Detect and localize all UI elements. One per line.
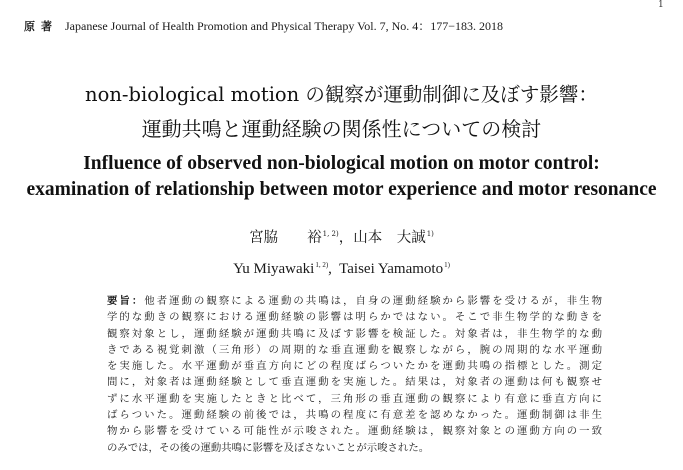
abstract-line: 物から影響を受けている可能性が示唆された。運動経験は，観察対象との運動方向の一致 — [107, 425, 602, 438]
abstract-line: のみでは，その後の運動共鳴に影響を及ぼさないことが示唆された。 — [107, 441, 430, 454]
author-separator-jp: ， — [338, 230, 354, 246]
author-en-1: Yu Miyawaki — [233, 261, 315, 277]
journal-header — [24, 17, 503, 34]
authors-jp — [0, 226, 683, 247]
author-jp-2-affiliation: 1) — [426, 230, 434, 238]
title-en-line2: examination of relationship between motor experience and motor resonance — [26, 179, 657, 200]
abstract-line: ばらついた。運動経験の前後では，共鳴の程度に有意差を認めなかった。運動制御は非生 — [107, 409, 602, 422]
abstract-line: きである視覚刺激（三角形）の周期的な垂直運動を観察しながら，腕の周期的な水平運動 — [107, 343, 602, 356]
abstract-line-text: 他者運動の観察による運動の共鳴は，自身の運動経験から影響を受けるが，非生物 — [144, 295, 602, 307]
author-en-1-affiliation: 1, 2) — [315, 261, 329, 269]
title-jp-line1: non-biological motion の観察が運動制御に及ぼす影響： — [85, 83, 598, 106]
author-en-2: Taisei Yamamoto — [339, 261, 444, 277]
journal-citation: Japanese Journal of Health Promotion and Physical Therapy Vol. 7, No. 4：177−183. 2018 — [65, 19, 504, 33]
authors-en — [0, 261, 683, 278]
title-jp-line2: 運動共鳴と運動経験の関係性についての検討 — [141, 117, 542, 141]
abstract-line: ずに水平運動を実施したときと比べて，三角形の垂直運動の観察により有意に垂直方向に — [107, 392, 602, 405]
article-genre: 原著 — [24, 20, 58, 33]
author-en-2-affiliation: 1) — [444, 261, 450, 269]
corner-mark: 1 — [658, 0, 664, 10]
abstract-line — [107, 293, 602, 309]
title-en-line1: Influence of observed non-biological motion on motor control: — [83, 153, 600, 174]
author-jp-2: 山本 大誠 — [353, 230, 426, 246]
abstract-label: 要旨： — [107, 295, 145, 307]
abstract-line: 間に，対象者は運動経験として垂直運動を実施した。結果は，対象者の運動は何も観察せ — [107, 376, 602, 389]
abstract-line: 観察対象とし，運動経験が運動共鳴に及ぼす影響を検証した。対象者は，非生物学的な動 — [107, 327, 602, 340]
author-separator-en: , — [328, 261, 332, 277]
abstract-line: を実施した。水平運動が垂直方向にどの程度ばらついたかを運動共鳴の指標とした。測定 — [107, 360, 602, 373]
abstract — [107, 293, 602, 456]
author-jp-1: 宮脇 裕 — [249, 230, 322, 246]
author-jp-1-affiliation: 1, 2) — [322, 230, 339, 238]
abstract-line: 学的な動きの観察における運動経験の影響は明らかではない。そこで非生物学的な動きを — [107, 311, 602, 324]
